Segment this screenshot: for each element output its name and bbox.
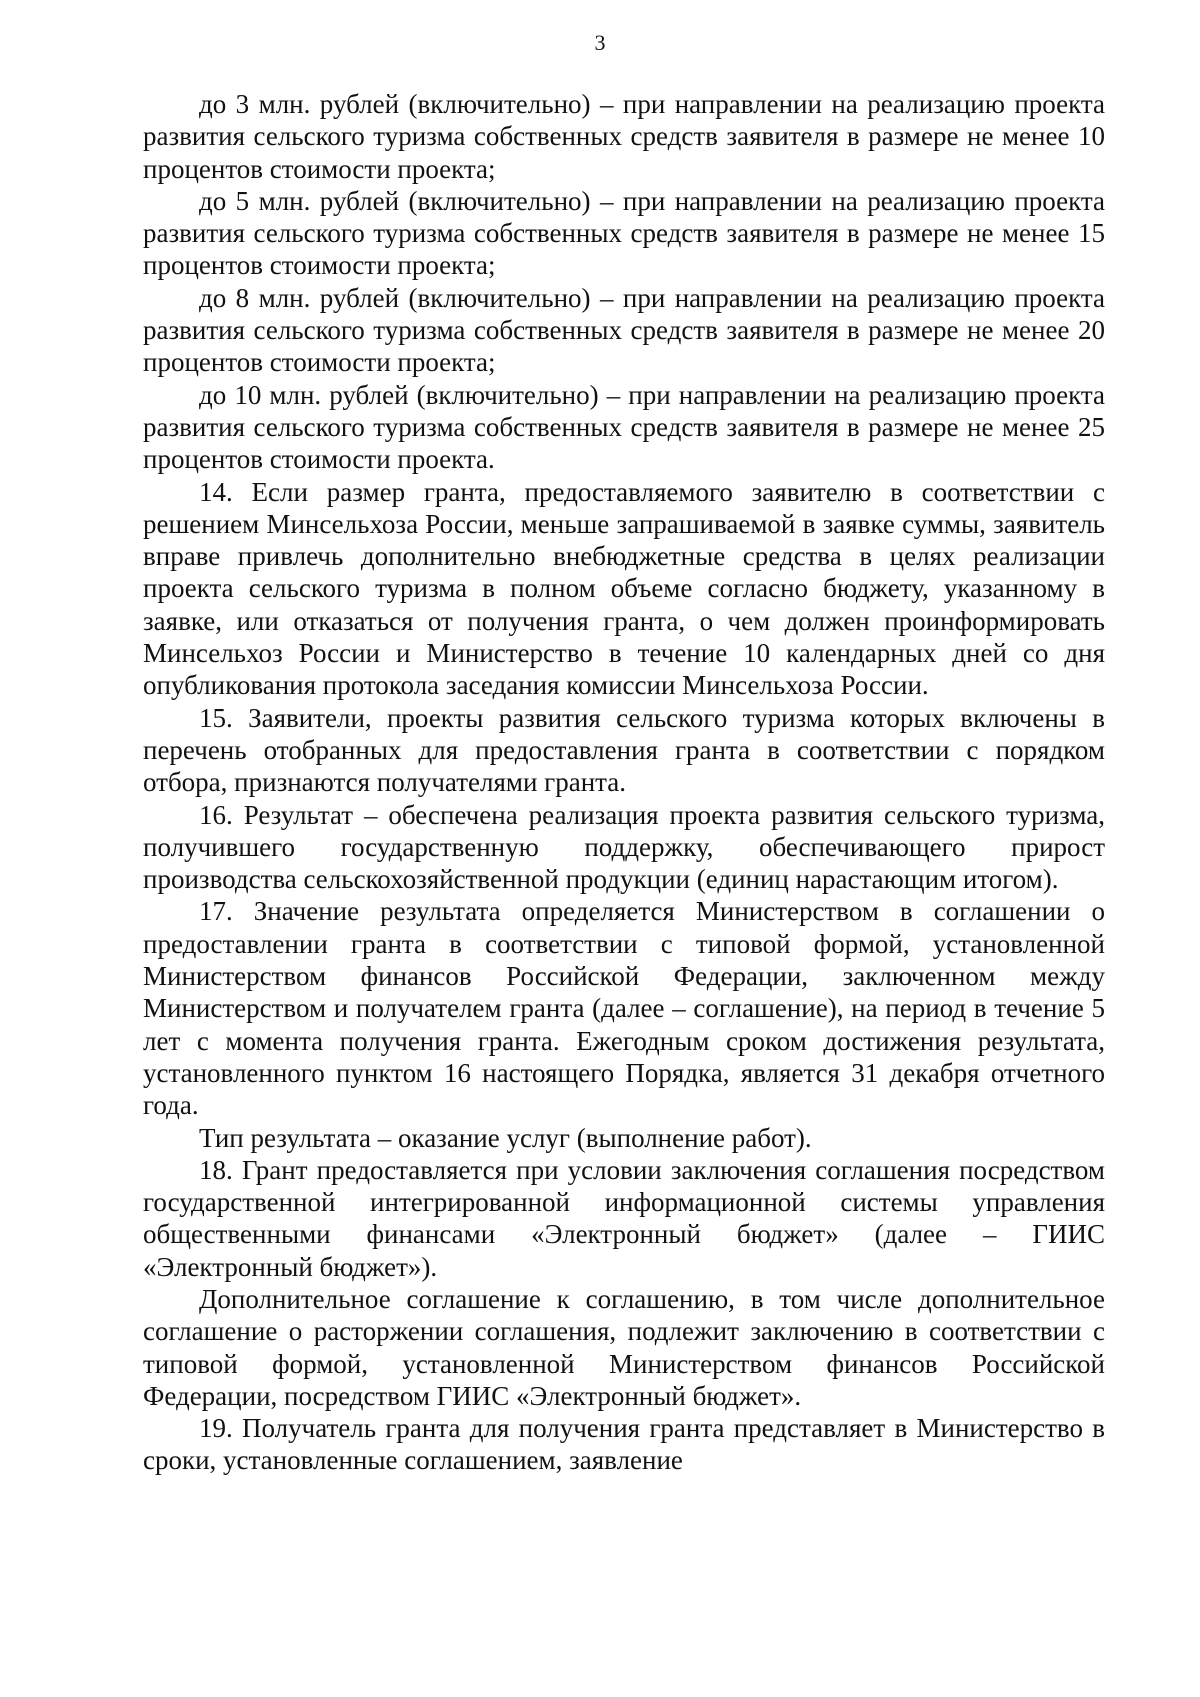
page-number: 3	[594, 30, 606, 55]
paragraph-clause-18: 18. Грант предоставляется при условии заключения соглашения посредством государственной интегрированной информационной системы управления общественными финансами «Электронный бюджет» (далее – ГИИС «Электронный бюджет»).	[143, 1154, 1105, 1282]
document-body	[143, 88, 1105, 1477]
paragraph-grant-up-to-8-mln: до 8 млн. рублей (включительно) – при направлении на реализацию проекта развития сельского туризма собственных средств заявителя в размере не менее 20 процентов стоимости проекта;	[143, 282, 1105, 378]
paragraph-grant-up-to-10-mln: до 10 млн. рублей (включительно) – при направлении на реализацию проекта развития сельского туризма собственных средств заявителя в размере не менее 25 процентов стоимости проекта.	[143, 379, 1105, 475]
paragraph-clause-19: 19. Получатель гранта для получения гранта представляет в Министерство в сроки, установленные соглашением, заявление	[143, 1413, 1105, 1476]
paragraph-additional-agreement: Дополнительное соглашение к соглашению, в том числе дополнительное соглашение о расторжении соглашения, подлежит заключению в соответствии с типовой формой, установленной Министерством финансов Российской Федерации, посредством ГИИС «Электронный бюджет».	[143, 1283, 1105, 1411]
paragraph-result-type: Тип результата – оказание услуг (выполнение работ).	[199, 1122, 812, 1153]
paragraph-grant-up-to-3-mln: до 3 млн. рублей (включительно) – при направлении на реализацию проекта развития сельского туризма собственных средств заявителя в размере не менее 10 процентов стоимости проекта;	[143, 89, 1105, 184]
paragraph-clause-16: 16. Результат – обеспечена реализация проекта развития сельского туризма, получившего государственную поддержку, обеспечивающего прирост производства сельскохозяйственной продукции (единиц нарастающим итогом).	[143, 799, 1105, 895]
paragraph-clause-17: 17. Значение результата определяется Министерством в соглашении о предоставлении гранта в соответствии с типовой формой, установленной Министерством финансов Российской Федерации, заключенном между Министерством и получателем гранта (далее – соглашение), на период в течение 5 лет с момента получения гранта. Ежегодным сроком достижения результата, установленного пунктом 16 настоящего Порядка, является 31 декабря отчетного года.	[143, 896, 1105, 1121]
paragraph-clause-15: 15. Заявители, проекты развития сельского туризма которых включены в перечень отобранных для предоставления гранта в соответствии с порядком отбора, признаются получателями гранта.	[143, 702, 1105, 798]
paragraph-grant-up-to-5-mln: до 5 млн. рублей (включительно) – при направлении на реализацию проекта развития сельского туризма собственных средств заявителя в размере не менее 15 процентов стоимости проекта;	[143, 185, 1105, 281]
paragraph-clause-14: 14. Если размер гранта, предоставляемого заявителю в соответствии с решением Минсельхоза России, меньше запрашиваемой в заявке суммы, заявитель вправе привлечь дополнительно внебюджетные средства в целях реализации проекта сельского туризма в полном объеме согласно бюджету, указанному в заявке, или отказаться от получения гранта, о чем должен проинформировать Минсельхоз России и Министерство в течение 10 календарных дней со дня опубликования протокола заседания комиссии Минсельхоза России.	[143, 476, 1105, 701]
